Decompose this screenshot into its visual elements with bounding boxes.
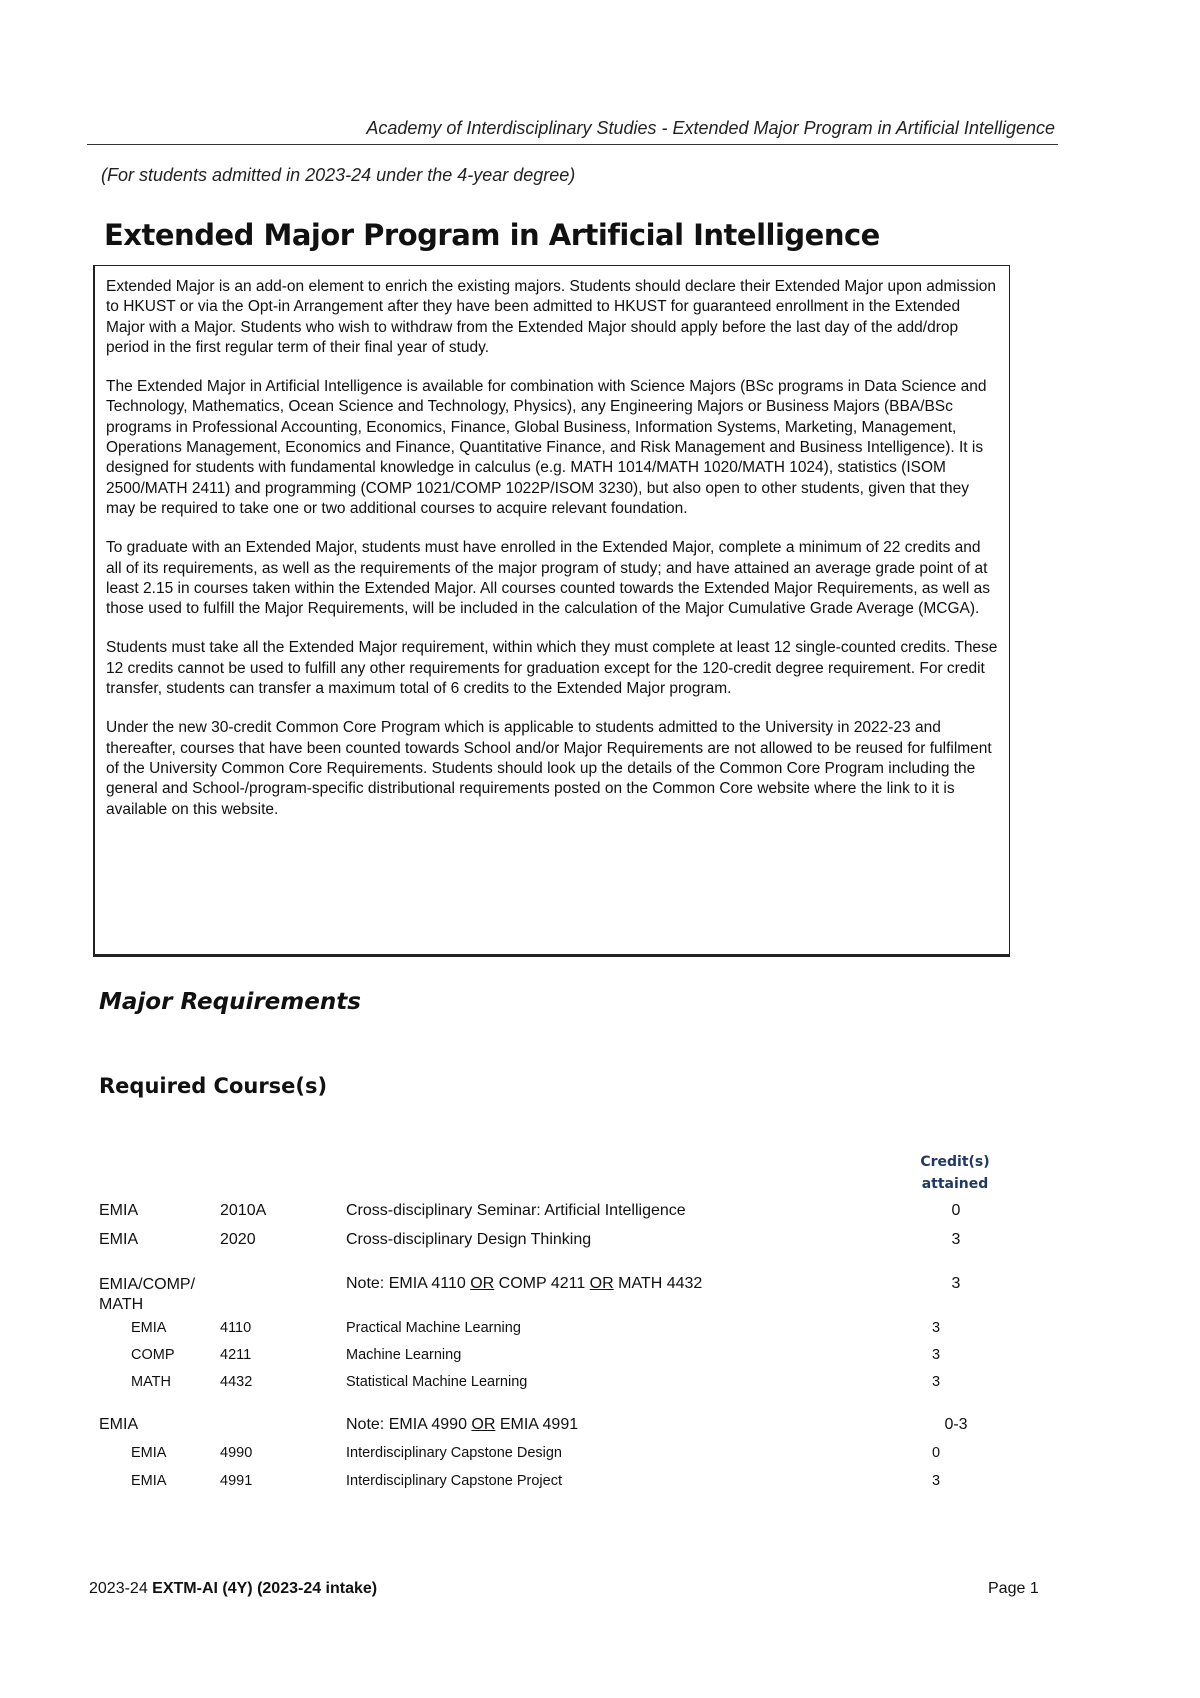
course-number: 2010A [220,1202,267,1219]
course-title: Practical Machine Learning [346,1320,521,1336]
intro-paragraph-1: Extended Major is an add-on element to enrich the existing majors. Students should declare their Extended Major upon admission to HKUST or via the Opt-in Arrangement after they have been admitted to HKUST for guaranteed enrollment in the Extended Major with a Major. Students who wish to withdraw from the Extended Major should apply before the last day of the add/drop period in the first regular term of their final year of study. [106,278,997,356]
course-code: EMIA [99,1202,139,1219]
intro-paragraph-3: To graduate with an Extended Major, students must have enrolled in the Extended Major, complete a minimum of 22 credits and all of its requirements, as well as the requirements of the major program of study; and have attained an average grade point of at least 2.15 in courses taken within the Extended Major. All courses counted towards the Extended Major Requirements, as well as those used to fulfill the Major Requirements, will be included in the calculation of the Major Cumulative Grade Average (MCGA). [106,539,990,618]
footer-year: 2023-24 [89,1580,153,1597]
or-keyword: OR [589,1275,614,1292]
course-number: 2020 [220,1231,256,1248]
course-code: EMIA [131,1473,167,1489]
credits-column-header: Credit(s) attained [920,1154,990,1192]
course-number: 4991 [220,1473,253,1489]
course-title: Statistical Machine Learning [346,1374,528,1390]
note-text: MATH 4432 [613,1275,703,1292]
course-title: Interdisciplinary Capstone Project [346,1473,562,1489]
header-rule [87,144,1058,145]
page-title: Extended Major Program in Artificial Intelligence [104,218,880,252]
note-text: Note: EMIA 4990 [346,1416,472,1433]
course-credits: 3 [931,1347,941,1363]
course-credits: 3 [951,1275,961,1292]
admission-note: (For students admitted in 2023-24 under the 4-year degree) [101,165,576,185]
note-text: COMP 4211 [494,1275,590,1292]
footer-program-code [89,1580,377,1598]
course-code: MATH [131,1374,172,1390]
course-number: 4211 [220,1347,252,1363]
course-credits: 0 [931,1445,941,1461]
course-credits: 3 [951,1231,961,1248]
page-number: Page 1 [988,1580,1039,1597]
course-option-note [346,1275,702,1293]
intro-paragraph-5: Under the new 30-credit Common Core Program which is applicable to students admitted to the University in 2022-23 and thereafter, courses that have been counted towards School and/or Major Requirements are not allowed to be reused for fulfilment of the University Common Core Requirements. Students should look up the details of the Common Core Program including the general and School-/program-specific distributional requirements posted on the Common Core website where the link to it is available on this website. [106,719,992,818]
course-code: COMP [131,1347,175,1363]
course-title: Interdisciplinary Capstone Design [346,1445,562,1461]
course-code: EMIA [131,1320,167,1336]
course-title: Cross-disciplinary Seminar: Artificial Intelligence [346,1202,686,1219]
course-credits: 3 [931,1320,941,1336]
or-keyword: OR [471,1416,496,1433]
course-code: EMIA [99,1416,139,1433]
running-header: Academy of Interdisciplinary Studies - Extended Major Program in Artificial Intelligence [366,118,1055,138]
note-text: Note: EMIA 4110 [346,1275,471,1292]
intro-paragraph-4: Students must take all the Extended Major requirement, within which they must complete at least 12 single-counted credits. These 12 credits cannot be used to fulfill any other requirements for graduation except for the 120-credit degree requirement. For credit transfer, students can transfer a maximum total of 6 credits to the Extended Major program. [106,639,998,698]
intro-box [93,265,1010,957]
course-number: 4990 [220,1445,253,1461]
major-requirements-heading: Major Requirements [99,989,361,1015]
course-code: EMIA/COMP/ MATH [99,1276,196,1313]
course-number: 4110 [220,1320,252,1336]
course-credits: 3 [931,1473,941,1489]
note-text: EMIA 4991 [495,1416,579,1433]
course-number: 4432 [220,1374,253,1390]
footer-program: EXTM-AI (4Y) (2023-24 intake) [152,1580,378,1597]
required-courses-heading: Required Course(s) [99,1074,328,1098]
intro-paragraph-2: The Extended Major in Artificial Intelligence is available for combination with Science Majors (BSc programs in Data Science and Technology, Mathematics, Ocean Science and Technology, Physics), any Engineering Majors or Business Majors (BBA/BSc programs in Professional Accounting, Economics, Finance, Global Business, Information Systems, Marketing, Management, Operations Management, Economics and Finance, Quantitative Finance, and Risk Management and Business Intelligence). It is designed for students with fundamental knowledge in calculus (e.g. MATH 1014/MATH 1020/MATH 1024), statistics (ISOM 2500/MATH 2411) and programming (COMP 1021/COMP 1022P/ISOM 3230), but also open to other students, given that they may be required to take one or two additional courses to acquire relevant foundation. [106,378,987,517]
course-code: EMIA [131,1445,167,1461]
course-title: Cross-disciplinary Design Thinking [346,1231,592,1248]
course-credits: 0-3 [944,1416,968,1433]
or-keyword: OR [470,1275,495,1292]
course-option-note [346,1416,578,1434]
course-credits: 0 [951,1202,961,1219]
course-code: EMIA [99,1231,139,1248]
course-title: Machine Learning [346,1347,462,1363]
course-credits: 3 [931,1374,941,1390]
